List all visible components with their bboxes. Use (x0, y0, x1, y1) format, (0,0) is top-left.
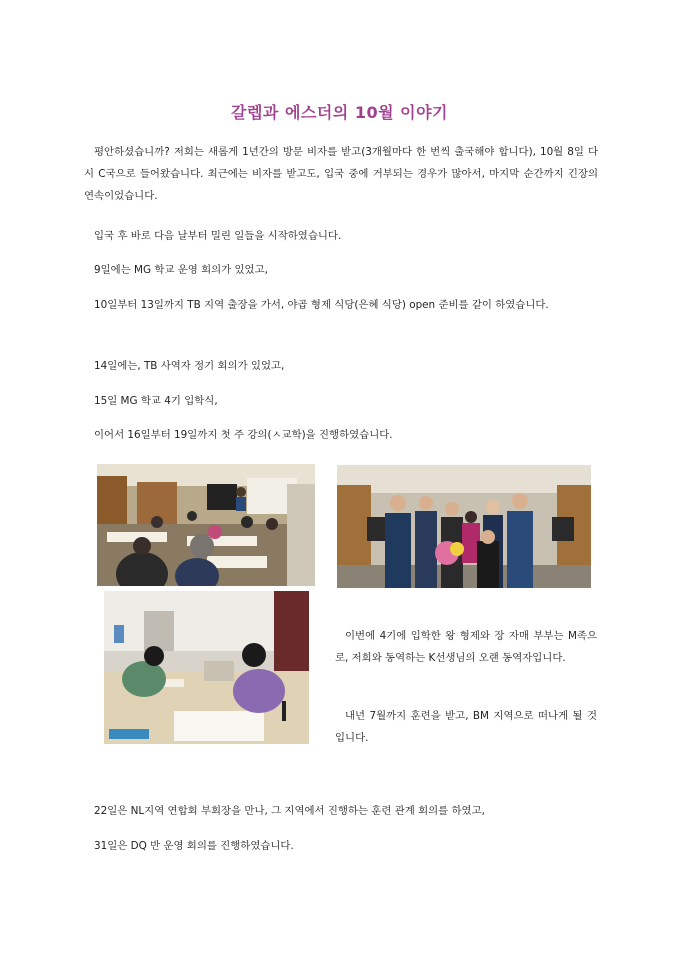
photo-students-studying (104, 591, 309, 744)
paragraph-tb-trip: 10일부터 13일까지 TB 지역 출장을 가서, 야곱 형제 식당(은혜 식당) open 준비를 같이 하였습니다. (94, 299, 549, 311)
paragraph-first-lecture: 이어서 16일부터 19일까지 첫 주 강의(ㅅ교학)을 진행하였습니다. (94, 429, 393, 441)
paragraph-mg-meeting: 9일에는 MG 학교 운영 회의가 있었고, (94, 264, 268, 276)
paragraph-tb-regular-meeting: 14일에는, TB 사역자 정기 회의가 있었고, (94, 360, 285, 372)
paragraph-new-students: 이번에 4기에 입학한 왕 형제와 장 자매 부부는 M족으로, 저희와 동역하는 K선생님의 오랜 동역자입니다. (335, 630, 597, 664)
paragraph-nl-meeting: 22일은 NL지역 연합회 부회장을 만나, 그 지역에서 진행하는 훈련 관계 회의를 하였고, (94, 805, 485, 817)
paragraph-greeting: 평안하셨습니까? 저희는 새롭게 1년간의 방문 비자를 받고(3개월마다 한 번씩 출국해야 합니다), 10월 8일 다시 C국으로 들어왔습니다. 최근에는 비자를 받고도, 입국 중에 거부되는 경우가 많아서, 마지막 순간까지 긴장의 연속이었습니다. (84, 146, 598, 202)
paragraph-start-work: 입국 후 바로 다음 날부터 밀린 일들을 시작하였습니다. (94, 230, 342, 242)
page-title: 갈렙과 에스더의 10월 이야기 (231, 103, 448, 122)
paragraph-training-plan: 내년 7월까지 훈련을 받고, BM 지역으로 떠나게 될 것입니다. (335, 710, 597, 744)
photo-group (337, 465, 591, 588)
paragraph-dq-meeting: 31일은 DQ 반 운영 회의를 진행하였습니다. (94, 840, 294, 852)
paragraph-entrance-ceremony: 15일 MG 학교 4기 입학식, (94, 395, 218, 407)
photo-lecture-room (97, 464, 315, 586)
